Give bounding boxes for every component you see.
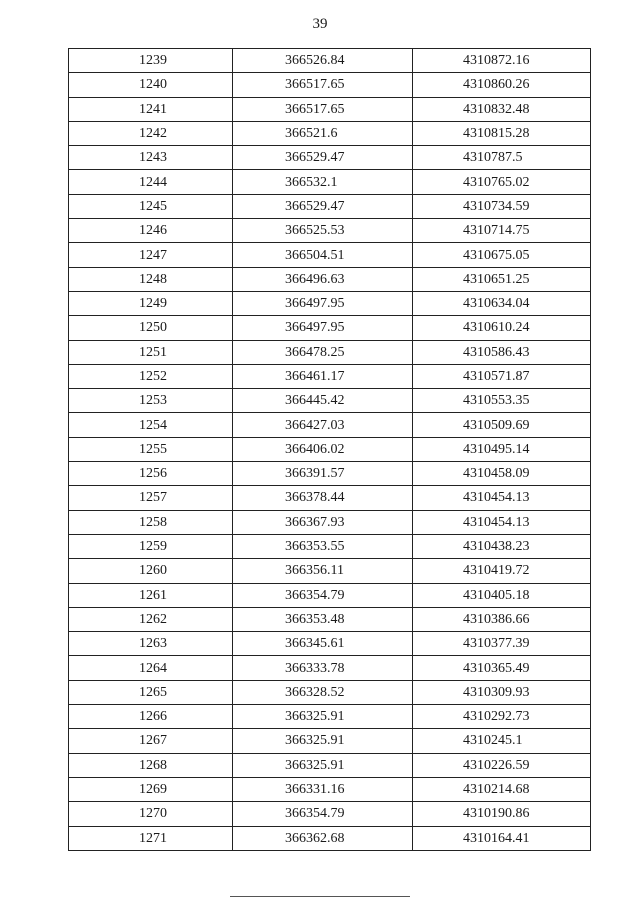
- x-coordinate-cell: 366478.25: [233, 340, 413, 364]
- point-number-cell: 1268: [69, 753, 233, 777]
- x-coordinate-cell: 366526.84: [233, 49, 413, 73]
- x-coordinate-cell: 366406.02: [233, 437, 413, 461]
- point-number-cell: 1246: [69, 219, 233, 243]
- point-number-cell: 1253: [69, 389, 233, 413]
- point-number-cell: 1247: [69, 243, 233, 267]
- x-coordinate-cell: 366353.48: [233, 607, 413, 631]
- table-row: [69, 510, 591, 534]
- x-coordinate-cell: 366378.44: [233, 486, 413, 510]
- x-coordinate-cell: 366333.78: [233, 656, 413, 680]
- point-number-cell: 1242: [69, 121, 233, 145]
- point-number-cell: 1248: [69, 267, 233, 291]
- x-coordinate-cell: 366461.17: [233, 364, 413, 388]
- y-coordinate-cell: 4310214.68: [413, 777, 591, 801]
- x-coordinate-cell: 366328.52: [233, 680, 413, 704]
- coordinate-table-body: [69, 49, 591, 851]
- table-row: [69, 316, 591, 340]
- point-number-cell: 1264: [69, 656, 233, 680]
- table-row: [69, 534, 591, 558]
- y-coordinate-cell: 4310586.43: [413, 340, 591, 364]
- table-row: [69, 243, 591, 267]
- table-row: [69, 826, 591, 850]
- y-coordinate-cell: 4310190.86: [413, 802, 591, 826]
- x-coordinate-cell: 366497.95: [233, 316, 413, 340]
- point-number-cell: 1251: [69, 340, 233, 364]
- point-number-cell: 1262: [69, 607, 233, 631]
- x-coordinate-cell: 366325.91: [233, 753, 413, 777]
- point-number-cell: 1252: [69, 364, 233, 388]
- x-coordinate-cell: 366367.93: [233, 510, 413, 534]
- x-coordinate-cell: 366529.47: [233, 194, 413, 218]
- x-coordinate-cell: 366354.79: [233, 583, 413, 607]
- x-coordinate-cell: 366331.16: [233, 777, 413, 801]
- table-row: [69, 656, 591, 680]
- y-coordinate-cell: 4310509.69: [413, 413, 591, 437]
- y-coordinate-cell: 4310734.59: [413, 194, 591, 218]
- point-number-cell: 1258: [69, 510, 233, 534]
- y-coordinate-cell: 4310553.35: [413, 389, 591, 413]
- table-row: [69, 73, 591, 97]
- y-coordinate-cell: 4310495.14: [413, 437, 591, 461]
- point-number-cell: 1250: [69, 316, 233, 340]
- table-row: [69, 170, 591, 194]
- x-coordinate-cell: 366345.61: [233, 632, 413, 656]
- table-row: [69, 559, 591, 583]
- point-number-cell: 1257: [69, 486, 233, 510]
- y-coordinate-cell: 4310226.59: [413, 753, 591, 777]
- point-number-cell: 1244: [69, 170, 233, 194]
- point-number-cell: 1270: [69, 802, 233, 826]
- x-coordinate-cell: 366517.65: [233, 73, 413, 97]
- x-coordinate-cell: 366496.63: [233, 267, 413, 291]
- y-coordinate-cell: 4310377.39: [413, 632, 591, 656]
- x-coordinate-cell: 366521.6: [233, 121, 413, 145]
- x-coordinate-cell: 366532.1: [233, 170, 413, 194]
- x-coordinate-cell: 366354.79: [233, 802, 413, 826]
- x-coordinate-cell: 366504.51: [233, 243, 413, 267]
- x-coordinate-cell: 366325.91: [233, 705, 413, 729]
- point-number-cell: 1260: [69, 559, 233, 583]
- point-number-cell: 1265: [69, 680, 233, 704]
- page-edge-line: [230, 896, 410, 897]
- x-coordinate-cell: 366356.11: [233, 559, 413, 583]
- y-coordinate-cell: 4310714.75: [413, 219, 591, 243]
- y-coordinate-cell: 4310419.72: [413, 559, 591, 583]
- point-number-cell: 1249: [69, 291, 233, 315]
- y-coordinate-cell: 4310610.24: [413, 316, 591, 340]
- x-coordinate-cell: 366529.47: [233, 146, 413, 170]
- point-number-cell: 1240: [69, 73, 233, 97]
- x-coordinate-cell: 366517.65: [233, 97, 413, 121]
- y-coordinate-cell: 4310872.16: [413, 49, 591, 73]
- table-row: [69, 267, 591, 291]
- point-number-cell: 1259: [69, 534, 233, 558]
- y-coordinate-cell: 4310832.48: [413, 97, 591, 121]
- x-coordinate-cell: 366325.91: [233, 729, 413, 753]
- y-coordinate-cell: 4310675.05: [413, 243, 591, 267]
- x-coordinate-cell: 366497.95: [233, 291, 413, 315]
- table-row: [69, 680, 591, 704]
- page-number: 39: [312, 16, 328, 32]
- table-row: [69, 194, 591, 218]
- table-row: [69, 121, 591, 145]
- y-coordinate-cell: 4310815.28: [413, 121, 591, 145]
- point-number-cell: 1245: [69, 194, 233, 218]
- table-row: [69, 340, 591, 364]
- table-row: [69, 632, 591, 656]
- y-coordinate-cell: 4310365.49: [413, 656, 591, 680]
- point-number-cell: 1243: [69, 146, 233, 170]
- table-row: [69, 437, 591, 461]
- point-number-cell: 1255: [69, 437, 233, 461]
- coordinate-table: [68, 48, 591, 851]
- point-number-cell: 1241: [69, 97, 233, 121]
- point-number-cell: 1239: [69, 49, 233, 73]
- y-coordinate-cell: 4310309.93: [413, 680, 591, 704]
- point-number-cell: 1266: [69, 705, 233, 729]
- y-coordinate-cell: 4310458.09: [413, 462, 591, 486]
- y-coordinate-cell: 4310571.87: [413, 364, 591, 388]
- table-row: [69, 291, 591, 315]
- y-coordinate-cell: 4310454.13: [413, 486, 591, 510]
- table-row: [69, 729, 591, 753]
- table-row: [69, 97, 591, 121]
- table-row: [69, 583, 591, 607]
- x-coordinate-cell: 366362.68: [233, 826, 413, 850]
- point-number-cell: 1271: [69, 826, 233, 850]
- table-row: [69, 364, 591, 388]
- point-number-cell: 1256: [69, 462, 233, 486]
- x-coordinate-cell: 366427.03: [233, 413, 413, 437]
- y-coordinate-cell: 4310164.41: [413, 826, 591, 850]
- y-coordinate-cell: 4310405.18: [413, 583, 591, 607]
- y-coordinate-cell: 4310245.1: [413, 729, 591, 753]
- table-row: [69, 413, 591, 437]
- table-row: [69, 219, 591, 243]
- table-row: [69, 146, 591, 170]
- table-row: [69, 389, 591, 413]
- y-coordinate-cell: 4310438.23: [413, 534, 591, 558]
- point-number-cell: 1261: [69, 583, 233, 607]
- y-coordinate-cell: 4310454.13: [413, 510, 591, 534]
- table-row: [69, 49, 591, 73]
- y-coordinate-cell: 4310765.02: [413, 170, 591, 194]
- y-coordinate-cell: 4310787.5: [413, 146, 591, 170]
- x-coordinate-cell: 366353.55: [233, 534, 413, 558]
- point-number-cell: 1267: [69, 729, 233, 753]
- x-coordinate-cell: 366525.53: [233, 219, 413, 243]
- point-number-cell: 1254: [69, 413, 233, 437]
- table-row: [69, 753, 591, 777]
- x-coordinate-cell: 366445.42: [233, 389, 413, 413]
- x-coordinate-cell: 366391.57: [233, 462, 413, 486]
- y-coordinate-cell: 4310292.73: [413, 705, 591, 729]
- table-row: [69, 462, 591, 486]
- table-row: [69, 777, 591, 801]
- y-coordinate-cell: 4310386.66: [413, 607, 591, 631]
- table-row: [69, 802, 591, 826]
- table-row: [69, 607, 591, 631]
- point-number-cell: 1269: [69, 777, 233, 801]
- table-row: [69, 705, 591, 729]
- point-number-cell: 1263: [69, 632, 233, 656]
- y-coordinate-cell: 4310860.26: [413, 73, 591, 97]
- table-row: [69, 486, 591, 510]
- y-coordinate-cell: 4310651.25: [413, 267, 591, 291]
- y-coordinate-cell: 4310634.04: [413, 291, 591, 315]
